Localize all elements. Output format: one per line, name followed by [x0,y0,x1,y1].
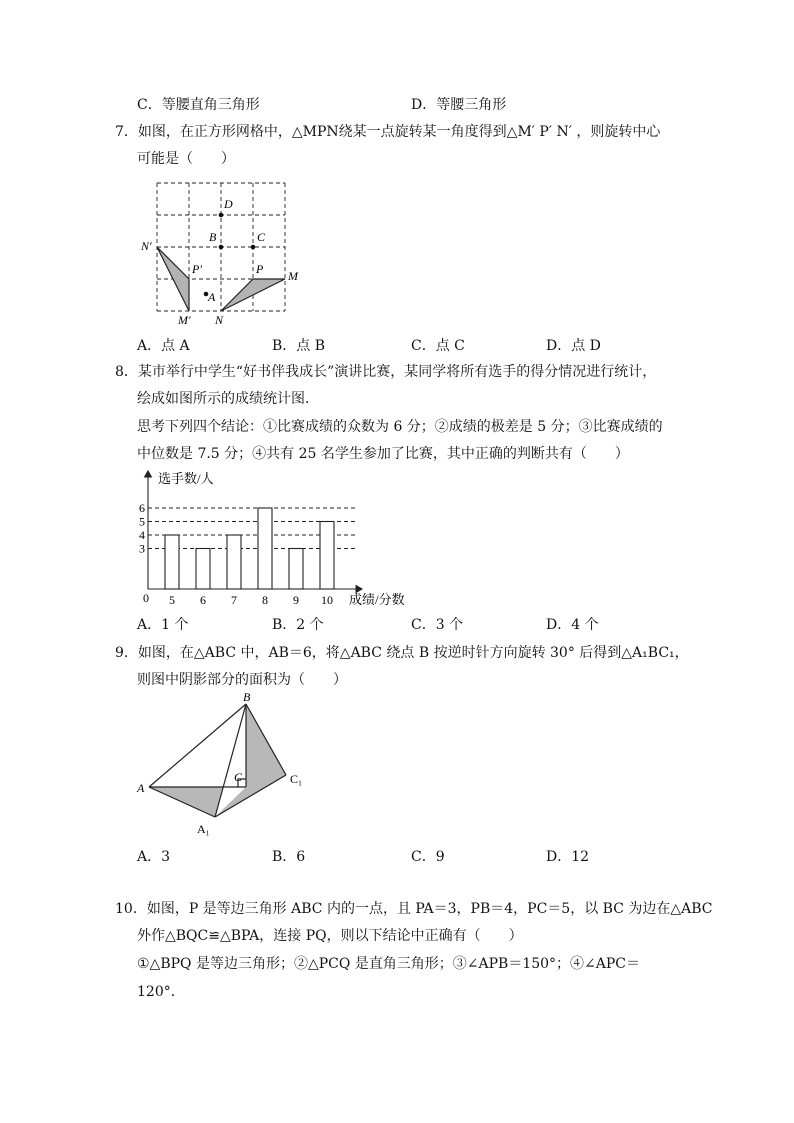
q6-option-d: D．等腰三角形 [411,97,507,113]
bar-8 [258,508,272,589]
label-m: M [288,269,298,283]
x-tick-5: 5 [169,593,175,607]
bar-9 [289,549,303,590]
q8-option-d: D．4 个 [546,617,599,633]
q8-option-c: C．3 个 [411,617,464,633]
q7-stem-line1: 7．如图，在正方形网格中，△MPN绕某一点旋转某一角度得到△M′ P′ N′ ，则旋转中心 [115,124,661,140]
point-b [219,245,224,250]
label-b: B [209,230,217,244]
label-c: C [257,230,266,244]
y-tick-labels [139,501,145,556]
triangle-m-prime-p-prime-n-prime [157,247,189,311]
label-n: N [215,313,224,327]
label-c: C [234,770,243,784]
q7-option-a: A．点 A [137,338,190,354]
label-n-prime: N′ [141,239,152,253]
label-m-prime: M′ [178,313,191,327]
y-tick-3: 3 [139,541,145,556]
y-tick-4: 4 [139,528,145,542]
q8-stem-line4: 中位数是 7.5 分；④共有 25 名学生参加了比赛，其中正确的判断共有（ ） [137,446,629,462]
q6-option-c: C．等腰直角三角形 [137,97,260,113]
label-p: P [256,262,264,276]
x-tick-labels [169,593,333,607]
q9-option-a: A．3 [137,849,171,865]
q9-stem-line2: 则图中阴影部分的面积为（ ） [137,672,347,688]
q7-option-b: B．点 B [272,338,326,354]
q8-stem-line3: 思考下列四个结论：①比赛成绩的众数为 6 分；②成绩的极差是 5 分；③比赛成绩的 [137,419,663,435]
x-tick-7: 7 [231,593,237,607]
q8-stem-line2: 绘成如图所示的成绩统计图． [137,391,319,407]
x-tick-6: 6 [200,593,206,607]
q9-stem-line1: 9．如图，在△ABC 中，AB＝6，将△ABC 绕点 B 按逆时针方向旋转 30° 后得到△A₁BC₁， [115,645,689,661]
bar-7 [227,535,241,589]
bar-10 [320,522,334,590]
q9-option-d: D．12 [546,849,590,865]
bar-5 [165,535,179,589]
q8-option-b: B．2 个 [272,617,324,633]
label-a1: A₁ [197,822,210,836]
q10-stem-line3: ①△BPQ 是等边三角形；②△PCQ 是直角三角形；③∠APB＝150°；④∠APC＝ [137,956,641,972]
q10-stem-line4: 120°． [137,984,185,1000]
q8-option-a: A．1 个 [137,617,189,633]
y-tick-5: 5 [139,514,145,529]
q10-stem-line1: 10．如图，P 是等边三角形 ABC 内的一点，且 PA＝3，PB＝4，PC＝5，以 BC 为边在△ABC [115,901,713,917]
q7-stem-line2: 可能是（ ） [137,151,235,167]
q10-stem-line2: 外作△BQC≌△BPA，连接 PQ，则以下结论中正确有（ ） [137,928,523,944]
label-b: B [243,690,251,704]
q9-option-b: B．6 [272,849,306,865]
label-p-prime: P′ [192,262,202,276]
label-a: A [208,290,216,304]
bar-6 [196,549,210,590]
label-a: A [137,781,145,795]
x-axis-label: 成绩/分数 [349,592,405,607]
q8-stem-line1: 8．某市举行中学生“好书伴我成长”演讲比赛，某同学将所有选手的得分情况进行统计， [115,364,657,380]
origin-label: 0 [143,591,149,605]
point-c [251,245,256,250]
y-axis-label: 选手数/人 [158,471,214,486]
q7-grid-figure [130,170,320,330]
y-tick-6: 6 [139,501,145,515]
triangle-mpn [221,279,285,311]
label-c1: C₁ [290,772,303,786]
q9-rotation-figure [130,690,320,840]
point-d [219,213,224,218]
x-tick-9: 9 [293,593,299,607]
x-tick-8: 8 [262,593,268,607]
q9-option-c: C．9 [411,849,445,865]
q7-option-c: C．点 C [411,338,465,354]
q7-option-d: D．点 D [546,338,601,354]
q8-bar-chart [130,465,420,615]
x-tick-10: 10 [321,593,333,607]
label-d: D [224,197,233,211]
